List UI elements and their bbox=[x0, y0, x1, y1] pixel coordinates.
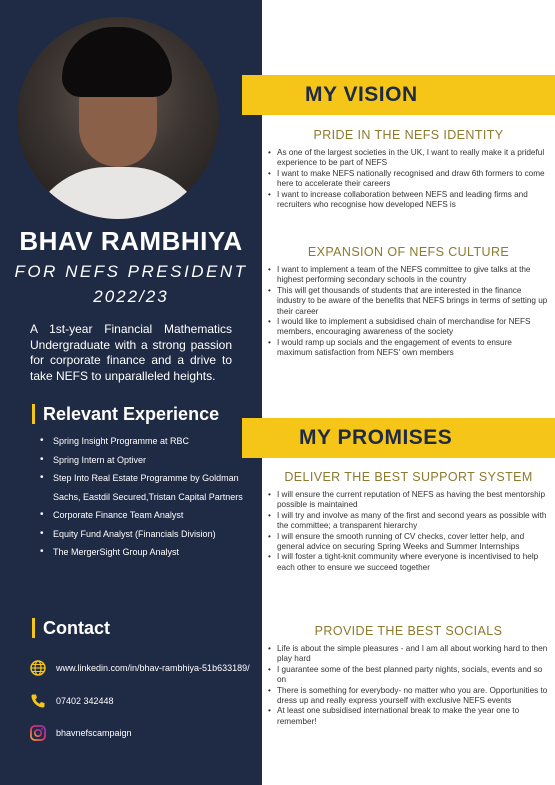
contact-phone[interactable] bbox=[30, 693, 114, 709]
vision-heading-1: PRIDE IN THE NEFS IDENTITY bbox=[313, 128, 504, 142]
promises-heading-2: PROVIDE THE BEST SOCIALS bbox=[314, 624, 503, 638]
candidate-bio: A 1st-year Financial Mathematics Undergraduate with a strong passion for corporate finance and a drive to take NEFS to unparalleled heights. bbox=[30, 322, 232, 383]
instagram-icon bbox=[30, 725, 46, 741]
promises-banner bbox=[242, 418, 555, 458]
candidate-name: BHAV RAMBHIYA bbox=[19, 226, 243, 256]
list-item: • Step Into Real Estate Programme by Goldman Sachs, Eastdil Secured,Tristan Capital Partners bbox=[38, 469, 253, 506]
vision-banner bbox=[242, 75, 555, 115]
contact-linkedin[interactable] bbox=[30, 660, 250, 676]
promises-list-1 bbox=[267, 490, 549, 573]
vision-heading-2: EXPANSION OF NEFS CULTURE bbox=[307, 245, 510, 259]
list-item: • The MergerSight Group Analyst bbox=[38, 543, 253, 562]
list-item: • I will foster a tight-knit community where everyone is incentivised to help each other to ensure we succeed together bbox=[267, 552, 549, 573]
profile-panel bbox=[0, 0, 262, 785]
globe-icon bbox=[30, 660, 46, 676]
list-item: • I will ensure the smooth running of CV checks, cover letter help, and general advice on securing Spring Weeks and Summer Internships bbox=[267, 532, 549, 553]
photo-hair bbox=[62, 27, 172, 97]
list-item: • I will ensure the current reputation of NEFS as having the best mentorship possible is maintained bbox=[267, 490, 549, 511]
candidate-year: 2022/23 bbox=[93, 287, 169, 306]
list-item: • I want to increase collaboration between NEFS and leading firms and recruiters who recognise how developed NEFS is bbox=[267, 190, 549, 211]
vision-list-2 bbox=[267, 265, 549, 359]
experience-heading: Relevant Experience bbox=[32, 404, 219, 424]
list-item: • Life is about the simple pleasures - and I am all about working hard to then play hard bbox=[267, 644, 549, 665]
phone-icon bbox=[30, 693, 46, 709]
promises-title: MY PROMISES bbox=[299, 426, 453, 449]
list-item: • Equity Fund Analyst (Financials Division) bbox=[38, 525, 253, 544]
list-item: • I want to make NEFS nationally recognised and draw 6th formers to come here to accelerate their careers bbox=[267, 169, 549, 190]
vision-list-1 bbox=[267, 148, 549, 210]
list-item: • Spring Intern at Optiver bbox=[38, 451, 253, 470]
list-item: • I would ramp up socials and the engagement of events to ensure maximum satisfaction from NEFS' own members bbox=[267, 338, 549, 359]
list-item: • There is something for everybody- no matter who you are. Opportunities to dress up and really express yourself with exclusive NEFS events bbox=[267, 686, 549, 707]
list-item: • I want to implement a team of the NEFS committee to give talks at the highest performing secondary schools in the country bbox=[267, 265, 549, 286]
contact-instagram[interactable] bbox=[30, 725, 132, 741]
photo-shirt bbox=[27, 167, 209, 219]
list-item: • I will try and involve as many of the first and second years as possible with the committee; a transparent hierarchy bbox=[267, 511, 549, 532]
instagram-handle: bhavnefscampaign bbox=[56, 728, 132, 738]
promises-heading-1: DELIVER THE BEST SUPPORT SYSTEM bbox=[284, 470, 533, 484]
list-item: • I would like to implement a subsidised chain of merchandise for NEFS members, encouraging awareness of the society bbox=[267, 317, 549, 338]
list-item: • As one of the largest societies in the UK, I want to really make it a prideful experience to be part of NEFS bbox=[267, 148, 549, 169]
list-item: • At least one subsidised international break to make the year one to remember! bbox=[267, 706, 549, 727]
list-item: • This will get thousands of students that are interested in the finance industry to be aware of the benefits that NEFS brings in terms of setting up their career bbox=[267, 286, 549, 317]
list-item: • Spring Insight Programme at RBC bbox=[38, 432, 253, 451]
profile-photo bbox=[17, 17, 219, 219]
list-item: • I guarantee some of the best planned party nights, socials, events and so on bbox=[267, 665, 549, 686]
candidate-role: FOR NEFS PRESIDENT bbox=[14, 262, 248, 281]
promises-list-2 bbox=[267, 644, 549, 727]
contact-heading: Contact bbox=[32, 618, 110, 638]
phone-number: 07402 342448 bbox=[56, 696, 114, 706]
experience-list bbox=[38, 432, 253, 562]
vision-title: MY VISION bbox=[305, 83, 418, 106]
list-item: • Corporate Finance Team Analyst bbox=[38, 506, 253, 525]
linkedin-url: www.linkedin.com/in/bhav-rambhiya-51b633189/ bbox=[56, 663, 250, 673]
